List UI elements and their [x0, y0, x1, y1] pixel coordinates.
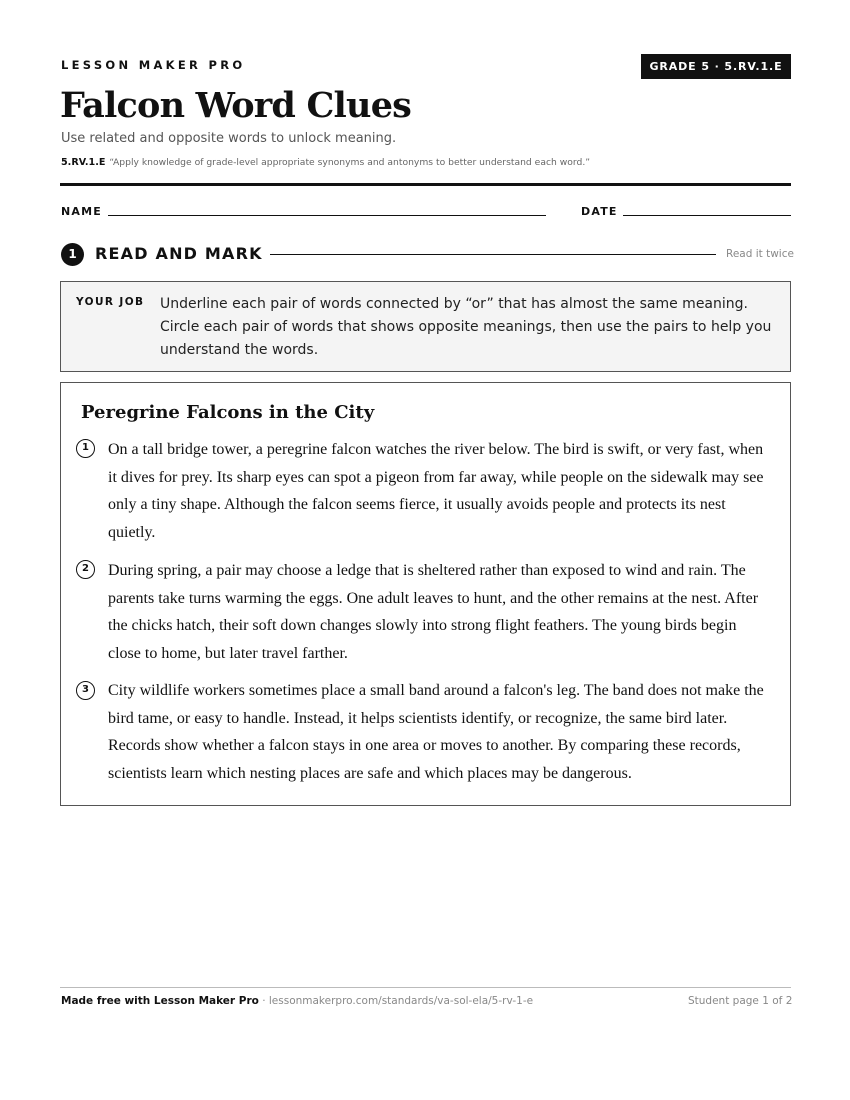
grade-badge: GRADE 5 · 5.RV.1.E — [641, 54, 791, 79]
paragraph-number-2: 2 — [76, 560, 95, 579]
standard-line — [61, 157, 590, 168]
page-title: Falcon Word Clues — [60, 85, 412, 126]
footer-made-with: Made free with Lesson Maker Pro — [61, 995, 259, 1007]
footer-credit — [61, 995, 533, 1007]
paragraph-2: During spring, a pair may choose a ledge that is sheltered rather than exposed to wind and rain. The parents take turns warming the eggs. One adult leaves to hunt, and the other remains at the nest. After the chicks hatch, their soft down changes slowly into strong flight feathers. The young birds begin close to home, but later travel farther. — [108, 562, 759, 662]
paragraph-3: City wildlife workers sometimes place a small band around a falcon's leg. The band does not make the bird tame, or easy to handle. Instead, it helps scientists identify, or recognize, the same bird later. Records show whether a falcon stays in one area or moves to another. By comparing these records, scientists learn which nesting places are safe and which places may be dangerous. — [108, 682, 764, 782]
section-title: READ AND MARK — [95, 244, 263, 263]
brand-name: LESSON MAKER PRO — [61, 58, 246, 72]
footer-page-number: Student page 1 of 2 — [688, 995, 793, 1007]
passage-title: Peregrine Falcons in the City — [81, 402, 375, 423]
reading-passage — [60, 382, 791, 806]
footer-url[interactable]: · lessonmakerpro.com/standards/va-sol-ela/5-rv-1-e — [258, 995, 534, 1007]
name-label: NAME — [61, 205, 102, 218]
instructions-label: YOUR JOB — [76, 296, 145, 308]
paragraph-number-3: 3 — [76, 681, 95, 700]
section-note: Read it twice — [726, 248, 794, 260]
section-divider — [270, 254, 716, 255]
standard-text: “Apply knowledge of grade-level appropriate synonyms and antonyms to better understand each word.” — [109, 157, 591, 168]
page-subtitle: Use related and opposite words to unlock meaning. — [61, 131, 397, 146]
paragraph-1: On a tall bridge tower, a peregrine falcon watches the river below. The bird is swift, or very fast, when it dives for prey. Its sharp eyes can spot a pigeon from far away, while people on the sidewalk may see only a tiny shape. Although the falcon seems fierce, it usually avoids people and protects its nest quietly. — [108, 441, 764, 541]
paragraph-number-1: 1 — [76, 439, 95, 458]
date-field[interactable] — [623, 215, 791, 216]
instructions-text: Underline each pair of words connected by “or” that has almost the same meaning. Circle each pair of words that shows opposite meanings, then use the pairs to help you understand the words. — [160, 296, 772, 358]
footer-divider — [60, 987, 791, 988]
section-number-badge: 1 — [61, 243, 84, 266]
standard-code: 5.RV.1.E — [61, 157, 106, 168]
header-divider — [60, 183, 791, 186]
instructions-box — [60, 281, 791, 372]
name-field[interactable] — [108, 215, 546, 216]
date-label: DATE — [581, 205, 618, 218]
